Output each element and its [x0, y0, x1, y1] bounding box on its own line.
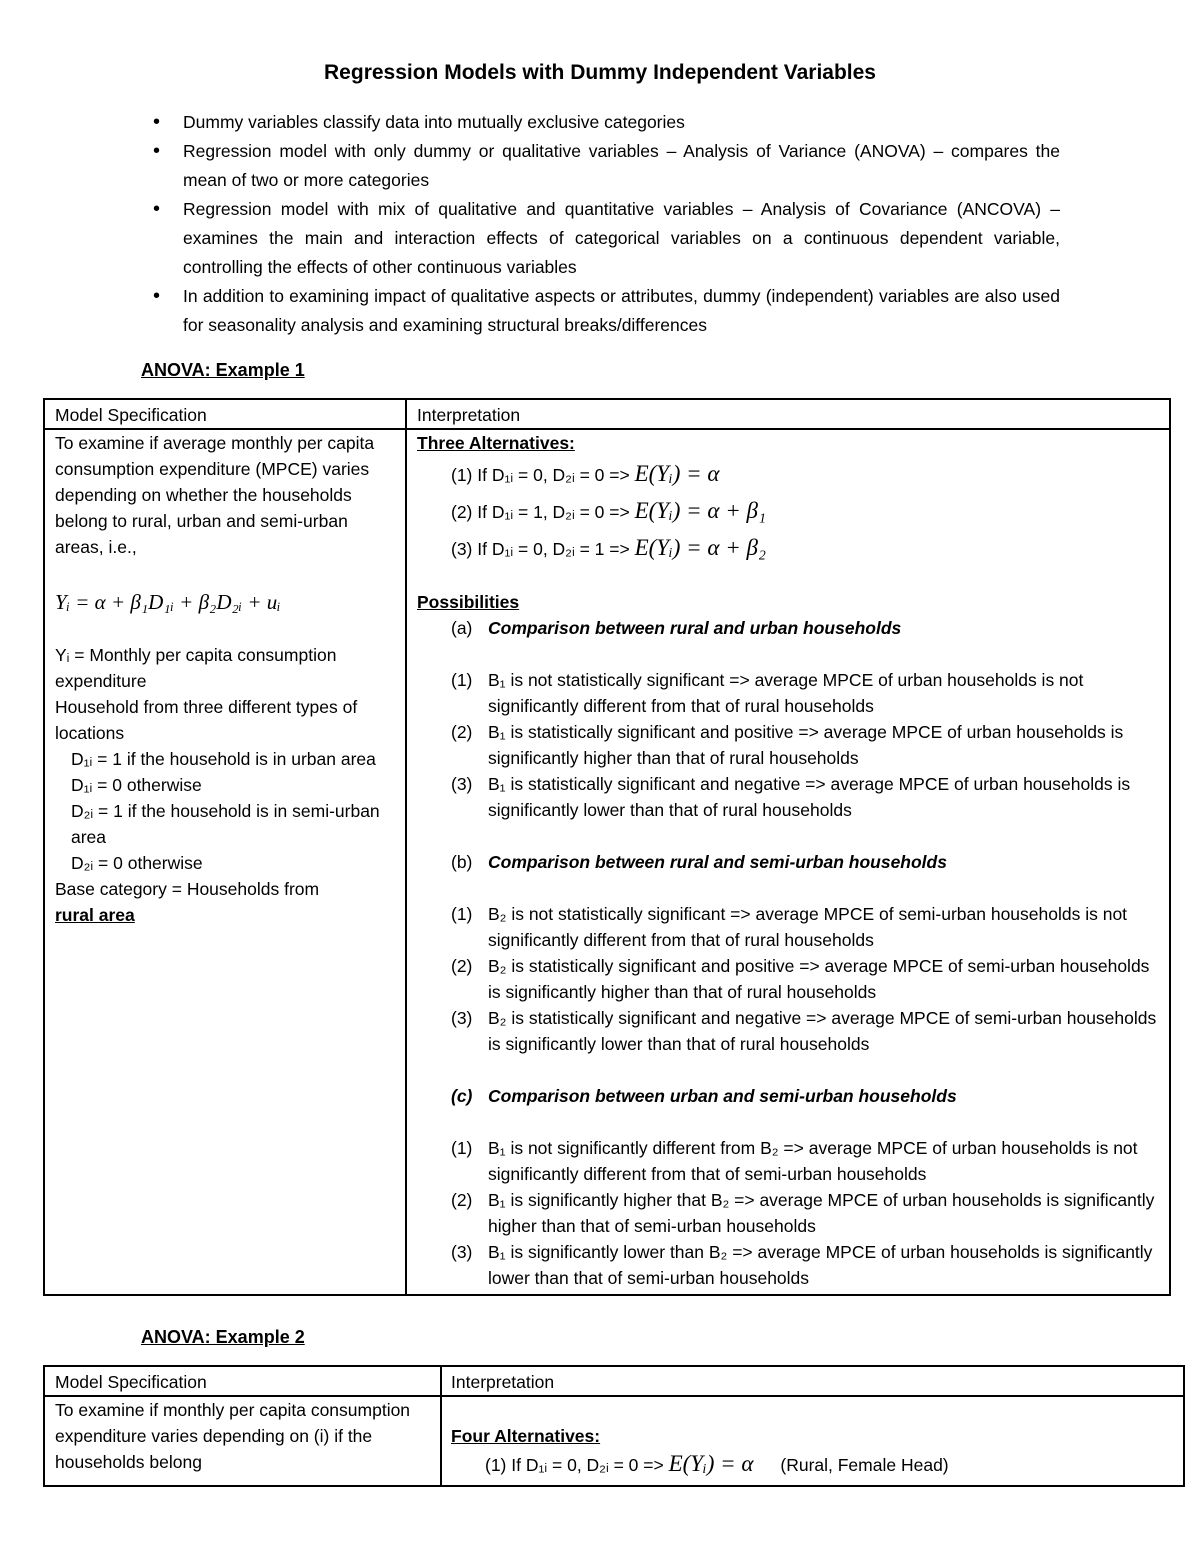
d1-otherwise: D₁ᵢ = 0 otherwise [71, 775, 202, 795]
item-number: (1) [451, 1138, 473, 1158]
possibility-item [451, 719, 1163, 771]
item-text: B₁ is statistically significant and negative => average MPCE of urban households is significantly lower than that of rural households [488, 774, 1131, 820]
item-number: (1) [451, 904, 473, 924]
alternative-number: (1) [485, 1455, 507, 1475]
item-text: B₂ is statistically significant and negative => average MPCE of semi-urban households is significantly lower than that of rural households [488, 1008, 1157, 1054]
alternative-result: E(Yᵢ) = α [668, 1451, 754, 1476]
d1-definition: D₁ᵢ = 1 if the household is in urban area [71, 749, 376, 769]
possibility-item [451, 953, 1163, 1005]
spec-column [55, 430, 395, 928]
alternative-result: E(Yᵢ) = α [634, 461, 720, 486]
item-text: B₁ is not statistically significant => average MPCE of urban households is not significantly different from that of rural households [488, 670, 1084, 716]
alternative-condition: If D₁ᵢ = 1, D₂ᵢ = 0 => [477, 502, 630, 522]
spec-intro: To examine if average monthly per capita consumption expenditure (MPCE) varies depending on whether the households belong to rural, urban and semi-urban areas, i.e., [55, 433, 375, 557]
group-title-text: Comparison between urban and semi-urban households [488, 1086, 957, 1106]
possibility-group-c [417, 1083, 1163, 1291]
alternative-row [451, 493, 1163, 530]
group-title-text: Comparison between rural and semi-urban households [488, 852, 947, 872]
example2-table [43, 1365, 1185, 1487]
alternative-number: (3) [451, 539, 473, 559]
item-text: B₁ is statistically significant and positive => average MPCE of urban households is significantly higher than that of rural households [488, 722, 1124, 768]
bullet-item: • Regression model with only dummy or qualitative variables – Analysis of Variance (ANOVA) – compares the mean of two or more categories [150, 137, 1060, 195]
item-number: (1) [451, 670, 473, 690]
alternative-number: (1) [451, 465, 473, 485]
possibility-item [451, 1239, 1163, 1291]
group-label: (b) [451, 852, 473, 872]
group-label: (a) [451, 618, 473, 638]
possibility-item [451, 1187, 1163, 1239]
alternative-row [451, 456, 1163, 493]
item-text: B₁ is significantly lower than B₂ => average MPCE of urban households is significantly lower than that of semi-urban households [488, 1242, 1153, 1288]
group-title [451, 1083, 1163, 1109]
bullet-item: • In addition to examining impact of qualitative aspects or attributes, dummy (independent) variables are also used for seasonality analysis and examining structural breaks/differences [150, 282, 1060, 340]
intro-bullet-list [150, 108, 1060, 340]
item-number: (3) [451, 1008, 473, 1028]
column-divider [405, 400, 407, 1294]
interpretation-column [451, 1423, 1171, 1480]
spec-intro: To examine if monthly per capita consumption expenditure varies depending on (i) if the households belong [55, 1400, 411, 1472]
possibility-group-b [417, 849, 1163, 1057]
item-text: B₂ is not statistically significant => average MPCE of semi-urban households is not significantly different from that of rural households [488, 904, 1128, 950]
item-number: (2) [451, 1190, 473, 1210]
possibility-group-a [417, 615, 1163, 823]
group-label: (c) [451, 1086, 473, 1106]
interpretation-column [417, 430, 1163, 1291]
item-number: (2) [451, 722, 473, 742]
possibility-item [451, 901, 1163, 953]
group-title [451, 849, 1163, 875]
alternative-result: E(Yᵢ) = α + β₁ [634, 498, 766, 523]
possibility-item [451, 771, 1163, 823]
example2-heading: ANOVA: Example 2 [141, 1327, 305, 1347]
alternative-row [451, 530, 1163, 567]
y-definition: Yᵢ = Monthly per capita consumption expenditure [55, 645, 337, 691]
page-title: Regression Models with Dummy Independent Variables [324, 61, 876, 84]
possibility-item [451, 667, 1163, 719]
alternatives-heading: Four Alternatives: [451, 1426, 601, 1446]
col-header-spec: Model Specification [55, 405, 207, 425]
alternative-result: E(Yᵢ) = α + β₂ [634, 535, 766, 560]
example1-heading: ANOVA: Example 1 [141, 360, 305, 380]
d2-definition: D₂ᵢ = 1 if the household is in semi-urban area [71, 801, 380, 847]
alternative-note: (Rural, Female Head) [780, 1455, 949, 1475]
alternative-condition: If D₁ᵢ = 0, D₂ᵢ = 0 => [477, 465, 630, 485]
example1-table [43, 398, 1171, 1296]
group-title [451, 615, 1163, 641]
item-number: (2) [451, 956, 473, 976]
possibility-item [451, 1005, 1163, 1057]
col-header-spec: Model Specification [55, 1372, 207, 1392]
possibilities-heading: Possibilities [417, 592, 520, 612]
alternative-number: (2) [451, 502, 473, 522]
col-header-interpretation: Interpretation [451, 1372, 555, 1392]
regression-equation: Yᵢ = α + β₁D₁ᵢ + β₂D₂ᵢ + uᵢ [55, 590, 281, 614]
item-text: B₂ is statistically significant and positive => average MPCE of semi-urban households is significantly higher than that of rural households [488, 956, 1150, 1002]
item-number: (3) [451, 774, 473, 794]
bullet-item: • Regression model with mix of qualitative and quantitative variables – Analysis of Covariance (ANCOVA) – examines the main and interaction effects of categorical variables on a continuous dependent variable, controlling the effects of other continuous variables [150, 195, 1060, 282]
item-number: (3) [451, 1242, 473, 1262]
group-title-text: Comparison between rural and urban households [488, 618, 902, 638]
alternative-row [451, 1449, 1171, 1480]
item-text: B₁ is not significantly different from B₂ => average MPCE of urban households is not significantly different from that of semi-urban households [488, 1138, 1138, 1184]
possibility-item [451, 1135, 1163, 1187]
item-text: B₁ is significantly higher that B₂ => average MPCE of urban households is significantly higher than that of semi-urban households [488, 1190, 1155, 1236]
household-types: Household from three different types of locations [55, 697, 358, 743]
base-category: Base category = Households from [55, 879, 320, 899]
alternative-condition: If D₁ᵢ = 0, D₂ᵢ = 0 => [511, 1455, 664, 1475]
alternative-condition: If D₁ᵢ = 0, D₂ᵢ = 1 => [477, 539, 630, 559]
column-divider [440, 1367, 442, 1485]
col-header-interpretation: Interpretation [417, 405, 521, 425]
base-category-value: rural area [55, 905, 135, 925]
d2-otherwise: D₂ᵢ = 0 otherwise [71, 853, 203, 873]
bullet-item: • Dummy variables classify data into mutually exclusive categories [150, 108, 1060, 137]
alternatives-heading: Three Alternatives: [417, 433, 575, 453]
